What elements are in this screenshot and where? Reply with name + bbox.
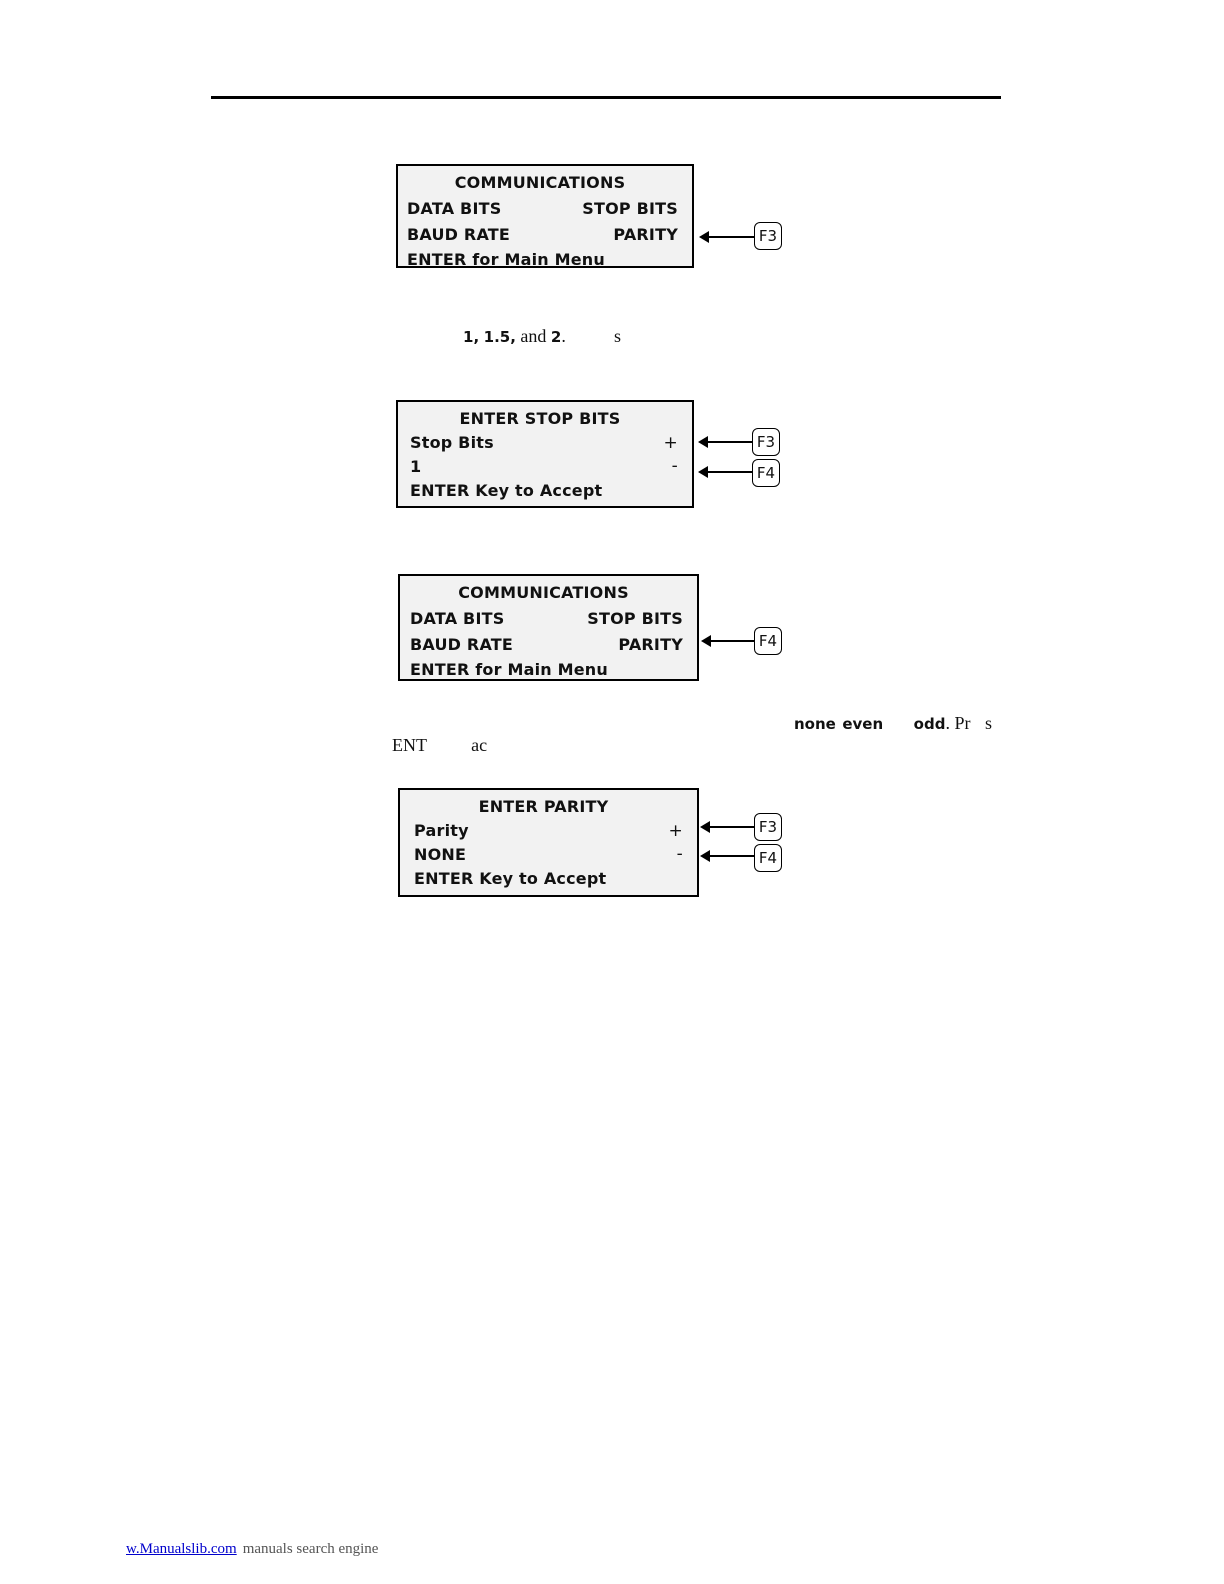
- arrow-icon: [702, 826, 755, 828]
- f3-key: F3: [752, 428, 780, 456]
- arrow-icon: [703, 640, 755, 642]
- accept-hint: ENTER Key to Accept: [410, 481, 603, 500]
- baud-rate-option: BAUD RATE: [410, 635, 514, 654]
- screen-title: ENTER STOP BITS: [459, 409, 621, 428]
- accept-hint: ENTER Key to Accept: [414, 869, 607, 888]
- main-menu-hint: ENTER for Main Menu: [407, 250, 605, 269]
- parity-options-text: none even odd. Pr s: [794, 713, 992, 733]
- data-bits-option: DATA BITS: [410, 609, 505, 628]
- arrow-icon: [700, 441, 753, 443]
- minus-sign: -: [671, 456, 678, 476]
- option-2: 2: [550, 328, 562, 346]
- communications-screen-1: [396, 164, 694, 268]
- stop-bits-label: Stop Bits: [410, 433, 494, 452]
- parity-option: PARITY: [613, 225, 678, 244]
- plus-sign: +: [663, 433, 678, 453]
- enter-parity-screen: [398, 788, 699, 897]
- baud-rate-option: BAUD RATE: [407, 225, 511, 244]
- parity-label: Parity: [414, 821, 469, 840]
- option-1: 1: [463, 328, 474, 346]
- screen-title: ENTER PARITY: [478, 797, 609, 816]
- screen-title: COMMUNICATIONS: [454, 173, 626, 192]
- text-fragment: s: [614, 326, 622, 346]
- main-menu-hint: ENTER for Main Menu: [410, 660, 608, 679]
- header-rule: [211, 96, 1001, 99]
- parity-value: NONE: [414, 845, 467, 864]
- f4-key: F4: [754, 844, 782, 872]
- communications-screen-2: [398, 574, 699, 681]
- option-none: none: [794, 715, 836, 733]
- data-bits-option: DATA BITS: [407, 199, 502, 218]
- f4-key: F4: [754, 627, 782, 655]
- arrow-icon: [700, 471, 753, 473]
- parity-option: PARITY: [618, 635, 683, 654]
- f3-key: F3: [754, 222, 782, 250]
- screen-title: COMMUNICATIONS: [458, 583, 629, 602]
- footer-tagline: manuals search engine: [242, 1541, 379, 1557]
- stop-bits-value: 1: [410, 457, 422, 476]
- arrow-icon: [702, 855, 755, 857]
- manualslib-link[interactable]: w.Manualslib.com: [126, 1541, 237, 1557]
- page-footer: [126, 1541, 378, 1558]
- option-even: even: [842, 715, 884, 733]
- text-fragment: ENT ac: [392, 735, 488, 755]
- stop-bits-option: STOP BITS: [582, 199, 678, 218]
- arrow-icon: [701, 236, 755, 238]
- minus-sign: -: [676, 844, 683, 864]
- option-odd: odd: [913, 715, 946, 733]
- stop-bits-option: STOP BITS: [587, 609, 683, 628]
- plus-sign: +: [668, 821, 683, 841]
- f4-key: F4: [752, 459, 780, 487]
- stop-bits-options-text: 1, 1.5, and 2.: [463, 326, 566, 346]
- enter-stop-bits-screen: [396, 400, 694, 508]
- f3-key: F3: [754, 813, 782, 841]
- option-1-5: 1.5: [483, 328, 511, 346]
